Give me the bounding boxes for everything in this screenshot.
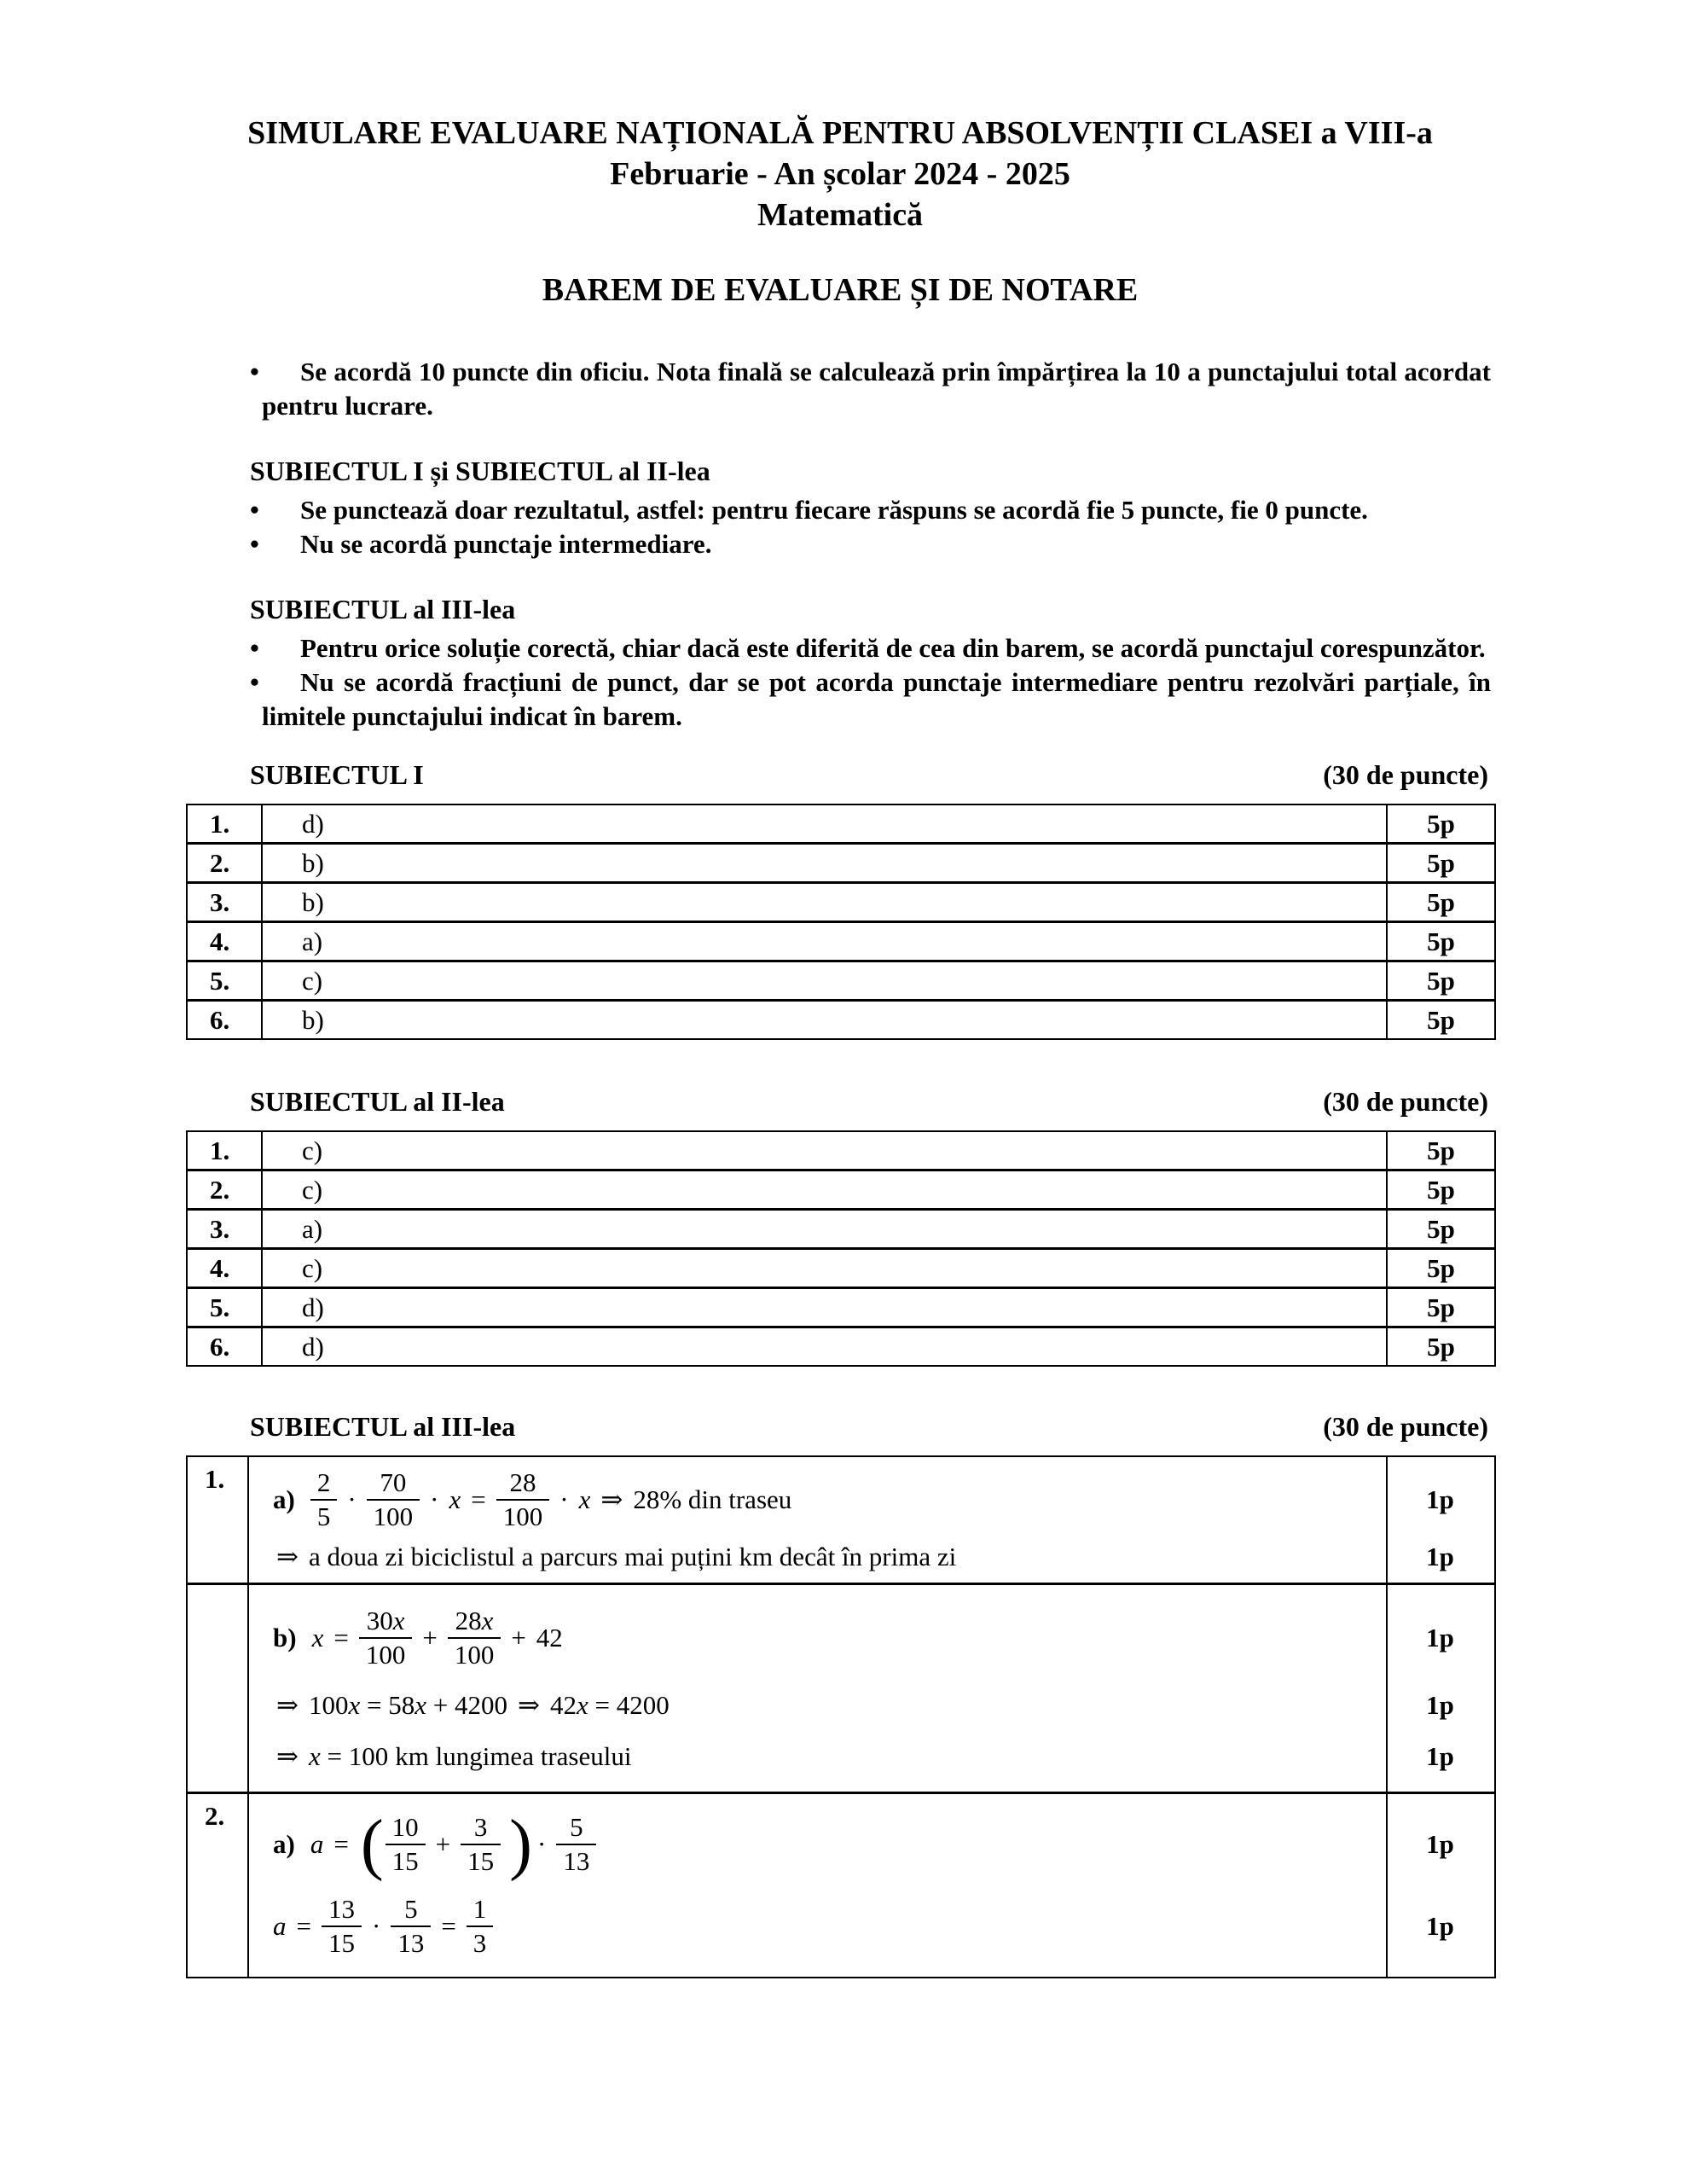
row-answer: b) bbox=[302, 1004, 324, 1035]
solution-math: a) a = ( $\frac{10}{15}$ + $\frac{3}{15}$ ) · $\frac{5}{13}$ bbox=[249, 1812, 1386, 1877]
fraction-denominator: 100 bbox=[359, 1637, 413, 1670]
math-operator: + bbox=[435, 1828, 451, 1859]
line-points: 1p bbox=[1426, 1690, 1454, 1720]
subject1-points-label: (30 de puncte) bbox=[1323, 759, 1488, 790]
math-operator: = bbox=[333, 1828, 349, 1859]
row-number: 1. bbox=[188, 1132, 263, 1169]
table-row bbox=[188, 1208, 1494, 1247]
problem-block bbox=[188, 1583, 1494, 1792]
bullet-item bbox=[250, 527, 1491, 561]
math-operator: ⇒ bbox=[276, 1690, 299, 1720]
subject2-answer-table bbox=[186, 1130, 1496, 1367]
row-answer: a) bbox=[302, 1213, 323, 1244]
math-fraction bbox=[386, 1812, 426, 1877]
problem-block bbox=[188, 1792, 1494, 1977]
bullet-item bbox=[250, 631, 1491, 665]
solution-line bbox=[249, 1894, 1494, 1959]
subject2-heading: SUBIECTUL al II-lea bbox=[250, 1086, 505, 1117]
subject3-heading: SUBIECTUL al III-lea bbox=[250, 1411, 516, 1442]
math-operator: · bbox=[430, 1484, 439, 1514]
row-answer: c) bbox=[302, 1135, 323, 1165]
row-answer: c) bbox=[302, 965, 323, 996]
line-points: 1p bbox=[1426, 1828, 1454, 1859]
table-row bbox=[188, 1169, 1494, 1208]
solution-lines bbox=[249, 1457, 1494, 1583]
math-operator: + bbox=[422, 1622, 438, 1653]
title-line-1: SIMULARE EVALUARE NAȚIONALĂ PENTRU ABSOLVENȚII CLASEI a VIII-a bbox=[247, 115, 1433, 151]
bullet-text: Se punctează doar rezultatul, astfel: pentru fiecare răspuns se acordă fie 5 puncte, fie 0 puncte. bbox=[300, 495, 1368, 525]
problem-block bbox=[188, 1457, 1494, 1583]
solution-math bbox=[249, 1467, 1386, 1532]
table-row bbox=[188, 960, 1494, 999]
row-answer: d) bbox=[302, 1331, 324, 1362]
problem-number bbox=[188, 1585, 249, 1792]
row-points: 5p bbox=[1386, 962, 1494, 999]
fraction-denominator: 15 bbox=[386, 1844, 426, 1877]
row-number: 6. bbox=[188, 1002, 263, 1038]
row-answer: b) bbox=[302, 847, 324, 878]
title-line-2: Februarie - An școlar 2024 - 2025 bbox=[610, 156, 1070, 192]
fraction-numerator: 28x bbox=[455, 1605, 494, 1635]
row-points: 5p bbox=[1386, 845, 1494, 881]
table-row bbox=[188, 921, 1494, 960]
fraction-denominator: 5 bbox=[310, 1499, 338, 1532]
math-operator: ⇒ bbox=[276, 1740, 299, 1771]
document-subtitle: BAREM DE EVALUARE ȘI DE NOTARE bbox=[542, 272, 1139, 308]
fraction-numerator: 70 bbox=[380, 1467, 407, 1497]
row-points: 5p bbox=[1386, 1328, 1494, 1365]
row-answer: d) bbox=[302, 1292, 324, 1322]
fraction-denominator: 15 bbox=[461, 1844, 501, 1877]
math-fraction bbox=[391, 1894, 431, 1959]
title-line-3: Matematică bbox=[757, 197, 924, 233]
math-fraction bbox=[322, 1894, 362, 1959]
math-operator: + bbox=[511, 1622, 526, 1653]
fraction-numerator: 5 bbox=[570, 1811, 583, 1842]
math-fraction bbox=[496, 1467, 550, 1532]
math-fraction bbox=[359, 1606, 413, 1670]
table-row bbox=[188, 805, 1494, 842]
math-expression: x bbox=[311, 1622, 324, 1653]
subject3-heading-row bbox=[250, 1409, 1488, 1443]
row-number: 2. bbox=[188, 1171, 263, 1208]
row-answer: c) bbox=[302, 1252, 323, 1283]
subject1-heading-row bbox=[250, 758, 1488, 792]
row-number: 5. bbox=[188, 962, 263, 999]
solution-line bbox=[249, 1690, 1494, 1721]
line-points: 1p bbox=[1426, 1622, 1454, 1653]
math-operator: · bbox=[347, 1484, 357, 1514]
math-text: 28% din traseu bbox=[633, 1484, 792, 1514]
solution-line bbox=[249, 1467, 1494, 1532]
math-operator: = bbox=[471, 1484, 486, 1514]
solution-lines bbox=[249, 1794, 1494, 1977]
solution-line bbox=[249, 1542, 1494, 1572]
math-operator: = bbox=[333, 1622, 349, 1653]
fraction-numerator: 13 bbox=[328, 1894, 355, 1925]
bullet-item bbox=[250, 665, 1491, 734]
math-label: b) bbox=[273, 1622, 297, 1653]
problem-number: 2. bbox=[188, 1794, 249, 1977]
math-text: km lungimea traseului bbox=[395, 1740, 632, 1771]
math-operator: · bbox=[536, 1828, 547, 1859]
math-operator: · bbox=[371, 1911, 381, 1942]
math-fraction bbox=[448, 1606, 501, 1670]
table-row bbox=[188, 1247, 1494, 1287]
table-row bbox=[188, 999, 1494, 1038]
math-expression: 42x = 4200 bbox=[549, 1690, 670, 1720]
math-operator: ⇒ bbox=[600, 1484, 623, 1514]
fraction-denominator: 13 bbox=[556, 1844, 596, 1877]
row-points: 5p bbox=[1386, 923, 1494, 960]
bullet-text: Nu se acordă fracțiuni de punct, dar se pot acorda punctaje intermediare pentru rezolvări parțiale, în limitele punctajului indicat în barem. bbox=[262, 667, 1491, 731]
subject1-answer-table bbox=[186, 804, 1496, 1040]
math-operator: = bbox=[441, 1911, 456, 1942]
row-answer: b) bbox=[302, 886, 324, 917]
row-answer: c) bbox=[302, 1174, 323, 1205]
table-row bbox=[188, 881, 1494, 921]
fraction-denominator: 100 bbox=[367, 1499, 420, 1532]
bullet-item bbox=[250, 355, 1491, 423]
bullet-text: Se acordă 10 puncte din oficiu. Nota finală se calculează prin împărțirea la 10 a punctajului total acordat pentru lucrare. bbox=[262, 357, 1491, 421]
table-row bbox=[188, 1326, 1494, 1365]
subject1-heading: SUBIECTUL I bbox=[250, 759, 424, 790]
solution-math bbox=[249, 1542, 1386, 1572]
math-label: a) bbox=[273, 1828, 295, 1859]
row-points: 5p bbox=[1386, 1132, 1494, 1169]
fraction-numerator: 1 bbox=[472, 1894, 487, 1925]
bullet-text: Nu se acordă punctaje intermediare. bbox=[300, 529, 712, 559]
math-fraction bbox=[310, 1467, 338, 1532]
table-row bbox=[188, 1132, 1494, 1169]
fraction-numerator: 30x bbox=[366, 1605, 405, 1635]
fraction-denominator: 13 bbox=[391, 1926, 431, 1959]
bullet-item bbox=[250, 493, 1491, 527]
document-title bbox=[186, 113, 1494, 235]
fraction-denominator: 100 bbox=[496, 1499, 550, 1532]
solution-math bbox=[249, 1894, 1386, 1959]
row-answer: d) bbox=[302, 808, 324, 839]
row-points: 5p bbox=[1386, 1002, 1494, 1038]
subject3-points-label: (30 de puncte) bbox=[1323, 1411, 1488, 1442]
row-number: 1. bbox=[188, 805, 263, 842]
line-points: 1p bbox=[1426, 1484, 1454, 1514]
math-text: a doua zi biciclistul a parcurs mai puțini km decât în prima zi bbox=[308, 1542, 957, 1572]
section-heading-subject-1-2: SUBIECTUL I și SUBIECTUL al II-lea bbox=[250, 456, 710, 486]
bullet-text: Pentru orice soluție corectă, chiar dacă este diferită de cea din barem, se acordă punctajul corespunzător. bbox=[300, 633, 1486, 663]
math-expression: x bbox=[449, 1484, 461, 1514]
fraction-numerator: 2 bbox=[316, 1467, 331, 1497]
fraction-denominator: 15 bbox=[322, 1926, 362, 1959]
solution-math bbox=[249, 1690, 1386, 1721]
subject2-heading-row bbox=[250, 1084, 1488, 1118]
row-points: 5p bbox=[1386, 1171, 1494, 1208]
math-operator: · bbox=[559, 1484, 569, 1514]
subject2-points-label: (30 de puncte) bbox=[1323, 1086, 1488, 1117]
row-number: 2. bbox=[188, 845, 263, 881]
solution-line bbox=[249, 1741, 1494, 1772]
row-number: 4. bbox=[188, 1250, 263, 1287]
subject3-solutions-table bbox=[186, 1455, 1496, 1978]
solution-math bbox=[249, 1606, 1386, 1670]
fraction-numerator: 10 bbox=[391, 1811, 419, 1842]
math-operator: = bbox=[296, 1911, 311, 1942]
row-points: 5p bbox=[1386, 1250, 1494, 1287]
row-number: 4. bbox=[188, 923, 263, 960]
fraction-denominator: 100 bbox=[448, 1637, 501, 1670]
fraction-numerator: 3 bbox=[473, 1811, 488, 1842]
math-operator: ⇒ bbox=[517, 1690, 540, 1720]
bullet-dot: • bbox=[250, 495, 259, 525]
row-number: 6. bbox=[188, 1328, 263, 1365]
solution-line bbox=[249, 1606, 1494, 1670]
math-fraction bbox=[467, 1894, 494, 1959]
row-number: 5. bbox=[188, 1289, 263, 1326]
math-expression: 100x = 58x + 4200 bbox=[308, 1690, 507, 1720]
math-label: a) bbox=[273, 1484, 295, 1514]
table-row bbox=[188, 842, 1494, 881]
solution-math bbox=[249, 1741, 1386, 1772]
line-points: 1p bbox=[1426, 1542, 1454, 1572]
bullet-dot: • bbox=[250, 667, 259, 697]
fraction-numerator: 28 bbox=[509, 1467, 536, 1497]
row-answer: a) bbox=[302, 926, 323, 956]
solution-lines bbox=[249, 1585, 1494, 1792]
table-row bbox=[188, 1287, 1494, 1326]
line-points: 1p bbox=[1426, 1740, 1454, 1771]
math-expression: a bbox=[310, 1828, 324, 1859]
row-points: 5p bbox=[1386, 1211, 1494, 1247]
problem-number: 1. bbox=[188, 1457, 249, 1583]
row-number: 3. bbox=[188, 1211, 263, 1247]
math-fraction bbox=[556, 1812, 596, 1877]
math-expression: x = 100 bbox=[308, 1740, 389, 1771]
row-points: 5p bbox=[1386, 884, 1494, 921]
fraction-denominator: 3 bbox=[467, 1926, 494, 1959]
math-fraction bbox=[461, 1812, 501, 1877]
bullet-dot: • bbox=[250, 529, 259, 559]
bullet-dot: • bbox=[250, 633, 259, 663]
row-points: 5p bbox=[1386, 1289, 1494, 1326]
math-expression: x bbox=[578, 1484, 591, 1514]
math-operator: ⇒ bbox=[276, 1542, 299, 1572]
row-points: 5p bbox=[1386, 805, 1494, 842]
math-fraction bbox=[367, 1467, 420, 1532]
row-number: 3. bbox=[188, 884, 263, 921]
math-expression: 42 bbox=[536, 1622, 563, 1653]
math-expression: a bbox=[273, 1911, 287, 1942]
fraction-numerator: 5 bbox=[404, 1894, 418, 1925]
bullet-dot: • bbox=[250, 357, 259, 386]
line-points: 1p bbox=[1426, 1911, 1454, 1942]
section-heading-subject-3: SUBIECTUL al III-lea bbox=[250, 594, 516, 624]
solution-line bbox=[249, 1805, 1494, 1882]
